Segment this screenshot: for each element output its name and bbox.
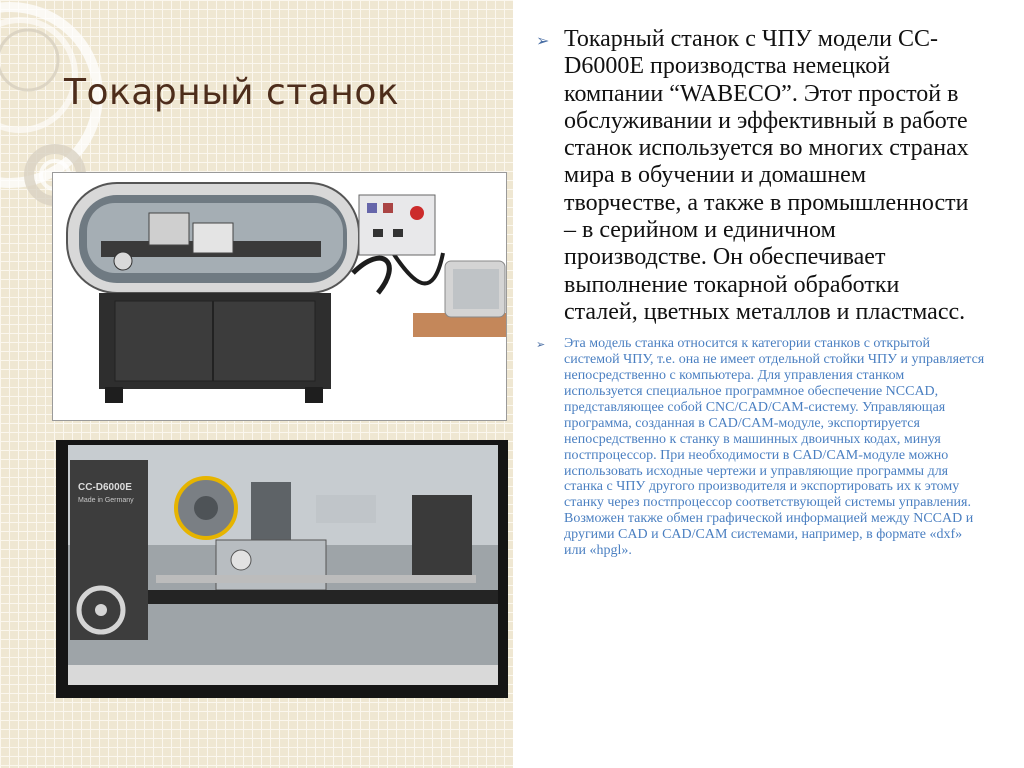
bullet-arrow-icon: ➢ bbox=[536, 338, 546, 352]
bullet-item-2 bbox=[536, 336, 986, 559]
secondary-paragraph: Эта модель станка относится к категории станков с открытой системой ЧПУ, т.е. она не имеет отдельной стойки ЧПУ и управляется непосредственно с компьютера. Для управления станком используется специальное программное обеспечение NCCAD, представляющее собой CNC/CAD/CAM-систему. Управляющая программа, созданная в CAD/CAM-модуле, экспортируется непосредственно к станку в машинных двоичных кодах, минуя постпроцессор. При необходимости в CAD/CAM-модуле можно использовать исходные чертежи и управляющие программы для станка с ЧПУ другого производителя и экспортировать их к этому станку через постпроцессор соответствующей системы управления. Возможен также обмен графической информацией между NCCAD и другими CAD и CAD/CAM системами, например, в формате «dxf» или «hpgl». bbox=[564, 336, 985, 559]
slide-title: Токарный станок bbox=[64, 72, 400, 113]
lathe-with-computer-image bbox=[53, 173, 506, 420]
model-plate: CC-D6000E bbox=[78, 482, 132, 493]
main-paragraph: Токарный станок с ЧПУ модели CC-D6000E производства немецкой компании “WABECO”. Этот простой в обслуживании и эффективный в работе станок используется во многих странах мира в обучении и домашнем творчестве, а также в промышленности – в серийном и единичном производстве. Он обеспечивает выполнение токарной обработки сталей, цветных металлов и пластмасс. bbox=[564, 26, 969, 325]
lathe-closeup-image bbox=[56, 440, 508, 698]
bullet-item-1 bbox=[536, 26, 986, 326]
slide-text bbox=[536, 26, 986, 559]
lathe-photo-1 bbox=[52, 172, 507, 421]
bullet-arrow-icon: ➢ bbox=[536, 31, 550, 50]
lathe-photo-2 bbox=[56, 440, 508, 698]
made-in-plate: Made in Germany bbox=[78, 497, 134, 504]
